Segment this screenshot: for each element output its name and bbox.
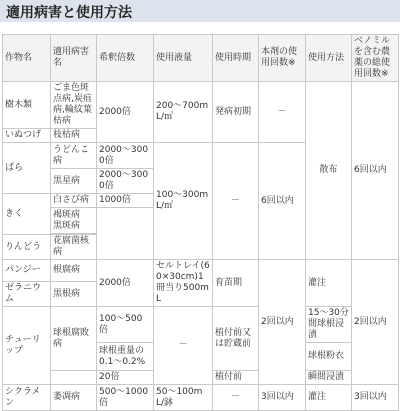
count-cell: － [259,82,306,143]
method-cell: 灌注 [306,385,352,411]
method-cell: 球根粉衣 [306,343,352,371]
method-cell: 15～30分間球根浸漬 [306,307,352,343]
dilution-cell: 球根重量の0.1～0.2% [97,343,154,371]
disease-cell [51,371,97,385]
disease-cell: 球根腐敗病 [51,307,97,371]
table-row [3,82,399,129]
disease-cell: 枝枯病 [51,129,97,143]
header-total-count: ベノミルを含む農薬の総使用回数※ [352,35,399,82]
dilution-cell: 2000倍 [97,260,154,307]
disease-cell: 黒星病 [51,169,97,194]
dilution-cell: 100～500倍 [97,307,154,343]
dilution-cell: 500～1000倍 [97,385,154,411]
crop-cell: チューリップ [3,307,51,385]
crop-cell: いぬつげ [3,129,51,143]
dilution-cell: 2000倍 [97,82,154,143]
timing-cell: 植付前 [213,371,259,385]
header-crop: 作物名 [3,35,51,82]
timing-cell: 育苗期 [213,260,259,307]
disease-cell: ごま色斑点病,炭疽病,輪紋葉枯病 [51,82,97,129]
count-cell: 2回以内 [259,260,306,385]
crop-cell: きく [3,194,51,235]
dilution-cell: 2000～3000倍 [97,169,154,194]
volume-cell: セルトレイ(60×30cm)1冊当り500mL [154,260,213,307]
volume-cell: 100～300mL/㎡ [154,143,213,260]
table-header-row [3,35,399,82]
volume-cell: 200～700mL/㎡ [154,82,213,143]
total-count-cell: 3回以内 [352,385,399,411]
application-table [2,34,399,411]
disease-cell: 萎凋病 [51,385,97,411]
crop-cell: ばら [3,143,51,194]
disease-cell: 白さび病 [51,194,97,208]
table-row [3,260,399,282]
crop-cell: りんどう [3,235,51,260]
count-cell: 3回以内 [259,385,306,411]
header-method: 使用方法 [306,35,352,82]
crop-cell: ゼラニウム [3,282,51,307]
page-title: 適用病害と使用方法 [0,0,400,22]
dilution-cell: 1000倍 [97,194,154,208]
method-cell: 瞬間浸漬 [306,371,352,385]
crop-cell: パンジー [3,260,51,282]
timing-cell: － [213,385,259,411]
crop-cell: 樹木類 [3,82,51,129]
dilution-cell: 2000～3000倍 [97,143,154,169]
disease-cell: 褐斑病 黒斑病 [51,208,97,234]
timing-cell: － [213,143,259,260]
dilution-cell [97,208,154,260]
crop-cell: シクラメン [3,385,51,411]
disease-cell: 根腐病 [51,260,97,282]
timing-cell: 植付前又は貯蔵前 [213,307,259,371]
volume-cell: 50～100mL/鉢 [154,385,213,411]
table-row [3,307,399,343]
disease-cell: 花腐菌核病 [51,235,97,260]
dilution-cell: 20倍 [97,371,154,385]
total-count-cell: 6回以内 [352,82,399,260]
method-cell: 散布 [306,82,352,260]
count-cell: 6回以内 [259,143,306,260]
header-dilution: 希釈倍数 [97,35,154,82]
timing-cell: 発病初期 [213,82,259,143]
header-timing: 使用時期 [213,35,259,82]
total-count-cell: 2回以内 [352,260,399,385]
table-row [3,385,399,411]
disease-cell: 黒根病 [51,282,97,307]
volume-cell: － [154,307,213,385]
disease-cell: うどんこ病 [51,143,97,169]
header-count: 本剤の使用回数※ [259,35,306,82]
method-cell: 灌注 [306,260,352,307]
header-disease: 適用病害名 [51,35,97,82]
header-volume: 使用液量 [154,35,213,82]
